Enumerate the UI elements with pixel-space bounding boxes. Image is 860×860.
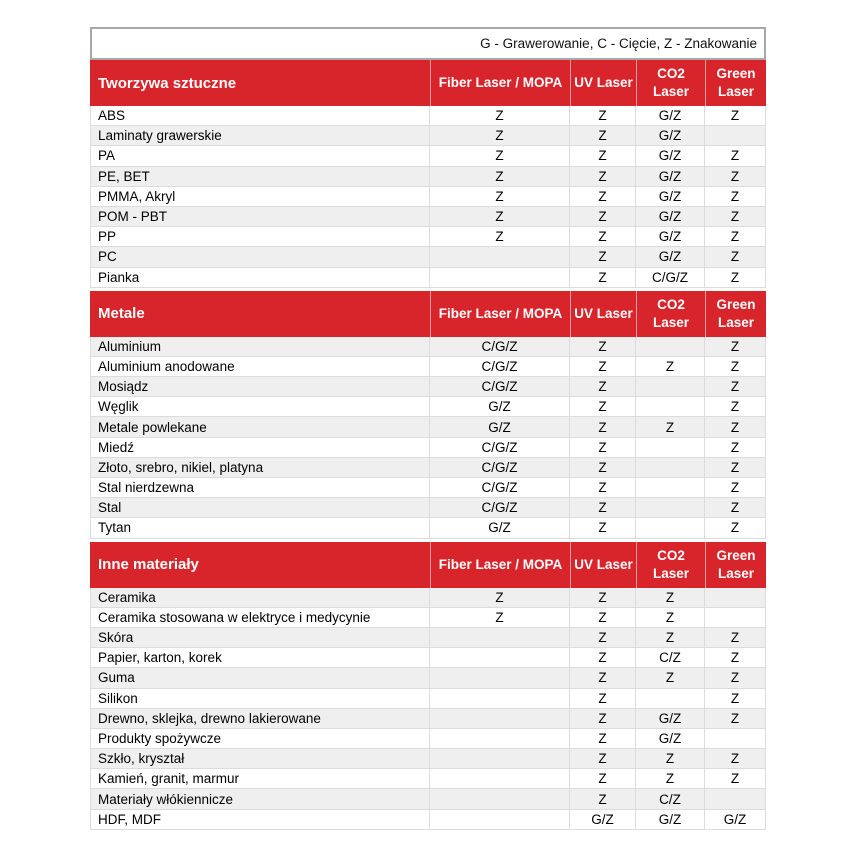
co2-laser-cell: C/G/Z [636, 268, 705, 288]
material-name-cell: PMMA, Akryl [90, 187, 430, 207]
co2-laser-cell: G/Z [636, 709, 705, 729]
co2-laser-cell: Z [636, 668, 705, 688]
green-laser-cell: Z [705, 628, 766, 648]
green-laser-cell: Z [705, 438, 766, 458]
material-name-cell: PC [90, 247, 430, 267]
table-row [90, 207, 766, 227]
fiber-laser-mopa-cell: Z [430, 187, 570, 207]
co2-laser-cell [636, 377, 705, 397]
material-name-cell: PA [90, 146, 430, 166]
fiber-laser-mopa-cell [430, 628, 570, 648]
uv-laser-cell: Z [570, 769, 636, 789]
uv-laser-cell: Z [570, 146, 636, 166]
green-laser-cell: Z [705, 227, 766, 247]
fiber-laser-mopa-cell [430, 769, 570, 789]
uv-laser-cell: Z [570, 268, 636, 288]
material-name-cell: POM - PBT [90, 207, 430, 227]
fiber-laser-mopa-cell: Z [430, 608, 570, 628]
uv-laser-cell: Z [570, 207, 636, 227]
green-laser-cell: Z [705, 357, 766, 377]
table-row [90, 438, 766, 458]
green-laser-cell: Z [705, 167, 766, 187]
co2-laser-cell [636, 438, 705, 458]
co2-laser-cell: G/Z [636, 207, 705, 227]
fiber-laser-mopa-cell: Z [430, 207, 570, 227]
fiber-laser-mopa-cell [430, 648, 570, 668]
material-name-cell: Aluminium [90, 337, 430, 357]
column-header-uv-laser: UV Laser [570, 291, 636, 337]
green-laser-cell: Z [705, 458, 766, 478]
green-laser-cell: Z [705, 207, 766, 227]
green-laser-cell [705, 729, 766, 749]
table-row [90, 397, 766, 417]
uv-laser-cell: G/Z [570, 810, 636, 830]
material-name-cell: Tytan [90, 518, 430, 538]
uv-laser-cell: Z [570, 438, 636, 458]
fiber-laser-mopa-cell [430, 247, 570, 267]
green-laser-cell [705, 608, 766, 628]
table-row [90, 648, 766, 668]
green-laser-cell: Z [705, 397, 766, 417]
column-header-fiber-laser-mopa: Fiber Laser / MOPA [430, 291, 570, 337]
green-laser-cell: Z [705, 478, 766, 498]
green-laser-cell: Z [705, 498, 766, 518]
material-name-cell: PP [90, 227, 430, 247]
green-laser-cell: Z [705, 709, 766, 729]
table-row [90, 729, 766, 749]
co2-laser-cell [636, 397, 705, 417]
fiber-laser-mopa-cell: Z [430, 126, 570, 146]
material-name-cell: Papier, karton, korek [90, 648, 430, 668]
uv-laser-cell: Z [570, 187, 636, 207]
uv-laser-cell: Z [570, 337, 636, 357]
green-laser-cell: Z [705, 106, 766, 126]
fiber-laser-mopa-cell: Z [430, 106, 570, 126]
uv-laser-cell: Z [570, 478, 636, 498]
table-row [90, 247, 766, 267]
fiber-laser-mopa-cell: C/G/Z [430, 458, 570, 478]
material-name-cell: Szkło, kryształ [90, 749, 430, 769]
co2-laser-cell: Z [636, 588, 705, 608]
co2-laser-cell: Z [636, 357, 705, 377]
table-row [90, 227, 766, 247]
co2-laser-cell: Z [636, 769, 705, 789]
green-laser-cell: Z [705, 187, 766, 207]
column-header-fiber-laser-mopa: Fiber Laser / MOPA [430, 60, 570, 106]
table-row [90, 769, 766, 789]
material-name-cell: Silikon [90, 689, 430, 709]
co2-laser-cell: G/Z [636, 126, 705, 146]
uv-laser-cell: Z [570, 498, 636, 518]
table-row [90, 628, 766, 648]
co2-laser-cell: G/Z [636, 167, 705, 187]
co2-laser-cell [636, 478, 705, 498]
material-name-cell: Ceramika stosowana w elektryce i medycynie [90, 608, 430, 628]
material-name-cell: PE, BET [90, 167, 430, 187]
fiber-laser-mopa-cell: C/G/Z [430, 377, 570, 397]
co2-laser-cell [636, 458, 705, 478]
table-row [90, 146, 766, 166]
green-laser-cell: Z [705, 689, 766, 709]
column-header-green-laser: Green Laser [705, 291, 766, 337]
green-laser-cell: Z [705, 668, 766, 688]
table-row [90, 268, 766, 288]
material-name-cell: ABS [90, 106, 430, 126]
uv-laser-cell: Z [570, 458, 636, 478]
table-row [90, 377, 766, 397]
fiber-laser-mopa-cell: Z [430, 146, 570, 166]
co2-laser-cell: G/Z [636, 729, 705, 749]
column-header-co2-laser: CO2 Laser [636, 542, 705, 588]
green-laser-cell: Z [705, 377, 766, 397]
material-name-cell: Materiały włókiennicze [90, 789, 430, 809]
uv-laser-cell: Z [570, 628, 636, 648]
uv-laser-cell: Z [570, 729, 636, 749]
fiber-laser-mopa-cell: C/G/Z [430, 357, 570, 377]
table-row [90, 518, 766, 538]
fiber-laser-mopa-cell [430, 668, 570, 688]
co2-laser-cell [636, 689, 705, 709]
fiber-laser-mopa-cell [430, 709, 570, 729]
co2-laser-cell [636, 518, 705, 538]
co2-laser-cell: G/Z [636, 106, 705, 126]
co2-laser-cell: Z [636, 628, 705, 648]
green-laser-cell: Z [705, 769, 766, 789]
material-name-cell: Metale powlekane [90, 417, 430, 437]
uv-laser-cell: Z [570, 397, 636, 417]
co2-laser-cell: G/Z [636, 810, 705, 830]
green-laser-cell: Z [705, 648, 766, 668]
column-header-co2-laser: CO2 Laser [636, 60, 705, 106]
green-laser-cell: Z [705, 247, 766, 267]
co2-laser-cell: G/Z [636, 227, 705, 247]
co2-laser-cell: G/Z [636, 146, 705, 166]
table-row [90, 608, 766, 628]
table-row [90, 337, 766, 357]
uv-laser-cell: Z [570, 126, 636, 146]
table-row [90, 458, 766, 478]
fiber-laser-mopa-cell [430, 729, 570, 749]
uv-laser-cell: Z [570, 247, 636, 267]
green-laser-cell: Z [705, 146, 766, 166]
uv-laser-cell: Z [570, 648, 636, 668]
table-row [90, 167, 766, 187]
table-row [90, 668, 766, 688]
fiber-laser-mopa-cell [430, 689, 570, 709]
table-row [90, 187, 766, 207]
material-name-cell: Aluminium anodowane [90, 357, 430, 377]
fiber-laser-mopa-cell [430, 810, 570, 830]
table-row [90, 357, 766, 377]
co2-laser-cell: Z [636, 417, 705, 437]
fiber-laser-mopa-cell [430, 268, 570, 288]
table-row [90, 417, 766, 437]
co2-laser-cell: G/Z [636, 187, 705, 207]
green-laser-cell: Z [705, 518, 766, 538]
uv-laser-cell: Z [570, 357, 636, 377]
material-name-cell: Stal [90, 498, 430, 518]
material-name-cell: Węglik [90, 397, 430, 417]
fiber-laser-mopa-cell: Z [430, 227, 570, 247]
column-header-green-laser: Green Laser [705, 542, 766, 588]
section-title: Metale [98, 305, 145, 323]
fiber-laser-mopa-cell: Z [430, 588, 570, 608]
uv-laser-cell: Z [570, 227, 636, 247]
fiber-laser-mopa-cell: C/G/Z [430, 337, 570, 357]
material-name-cell: Pianka [90, 268, 430, 288]
green-laser-cell: G/Z [705, 810, 766, 830]
co2-laser-cell [636, 337, 705, 357]
green-laser-cell: Z [705, 268, 766, 288]
co2-laser-cell: G/Z [636, 247, 705, 267]
material-name-cell: Kamień, granit, marmur [90, 769, 430, 789]
material-name-cell: Skóra [90, 628, 430, 648]
green-laser-cell: Z [705, 749, 766, 769]
section-header [90, 60, 766, 106]
legend-text: G - Grawerowanie, C - Cięcie, Z - Znakowanie [480, 36, 757, 51]
table-row [90, 478, 766, 498]
material-name-cell: Stal nierdzewna [90, 478, 430, 498]
co2-laser-cell: Z [636, 608, 705, 628]
uv-laser-cell: Z [570, 689, 636, 709]
uv-laser-cell: Z [570, 668, 636, 688]
material-name-cell: HDF, MDF [90, 810, 430, 830]
table-row [90, 789, 766, 809]
green-laser-cell: Z [705, 337, 766, 357]
uv-laser-cell: Z [570, 588, 636, 608]
material-name-cell: Drewno, sklejka, drewno lakierowane [90, 709, 430, 729]
laser-material-compatibility-table [90, 27, 766, 830]
column-header-co2-laser: CO2 Laser [636, 291, 705, 337]
green-laser-cell [705, 789, 766, 809]
fiber-laser-mopa-cell: G/Z [430, 397, 570, 417]
fiber-laser-mopa-cell: G/Z [430, 417, 570, 437]
section-title: Inne materiały [98, 556, 199, 574]
table-row [90, 126, 766, 146]
uv-laser-cell: Z [570, 167, 636, 187]
legend-bar [90, 27, 766, 60]
section-title: Tworzywa sztuczne [98, 74, 237, 92]
column-header-fiber-laser-mopa: Fiber Laser / MOPA [430, 542, 570, 588]
material-name-cell: Miedź [90, 438, 430, 458]
green-laser-cell [705, 126, 766, 146]
table-row [90, 588, 766, 608]
co2-laser-cell: Z [636, 749, 705, 769]
table-row [90, 709, 766, 729]
uv-laser-cell: Z [570, 749, 636, 769]
fiber-laser-mopa-cell [430, 789, 570, 809]
table-row [90, 749, 766, 769]
material-name-cell: Ceramika [90, 588, 430, 608]
uv-laser-cell: Z [570, 106, 636, 126]
table-row [90, 810, 766, 830]
table-row [90, 106, 766, 126]
fiber-laser-mopa-cell: C/G/Z [430, 498, 570, 518]
uv-laser-cell: Z [570, 608, 636, 628]
fiber-laser-mopa-cell: C/G/Z [430, 438, 570, 458]
fiber-laser-mopa-cell: Z [430, 167, 570, 187]
section-header [90, 291, 766, 337]
material-name-cell: Mosiądz [90, 377, 430, 397]
material-name-cell: Złoto, srebro, nikiel, platyna [90, 458, 430, 478]
section-header [90, 542, 766, 588]
sections-host [90, 60, 766, 830]
co2-laser-cell [636, 498, 705, 518]
uv-laser-cell: Z [570, 377, 636, 397]
co2-laser-cell: C/Z [636, 789, 705, 809]
green-laser-cell [705, 588, 766, 608]
column-header-uv-laser: UV Laser [570, 60, 636, 106]
material-name-cell: Laminaty grawerskie [90, 126, 430, 146]
fiber-laser-mopa-cell: C/G/Z [430, 478, 570, 498]
column-header-green-laser: Green Laser [705, 60, 766, 106]
uv-laser-cell: Z [570, 789, 636, 809]
fiber-laser-mopa-cell: G/Z [430, 518, 570, 538]
fiber-laser-mopa-cell [430, 749, 570, 769]
material-name-cell: Produkty spożywcze [90, 729, 430, 749]
table-row [90, 689, 766, 709]
uv-laser-cell: Z [570, 709, 636, 729]
table-row [90, 498, 766, 518]
column-header-uv-laser: UV Laser [570, 542, 636, 588]
uv-laser-cell: Z [570, 417, 636, 437]
green-laser-cell: Z [705, 417, 766, 437]
uv-laser-cell: Z [570, 518, 636, 538]
co2-laser-cell: C/Z [636, 648, 705, 668]
material-name-cell: Guma [90, 668, 430, 688]
